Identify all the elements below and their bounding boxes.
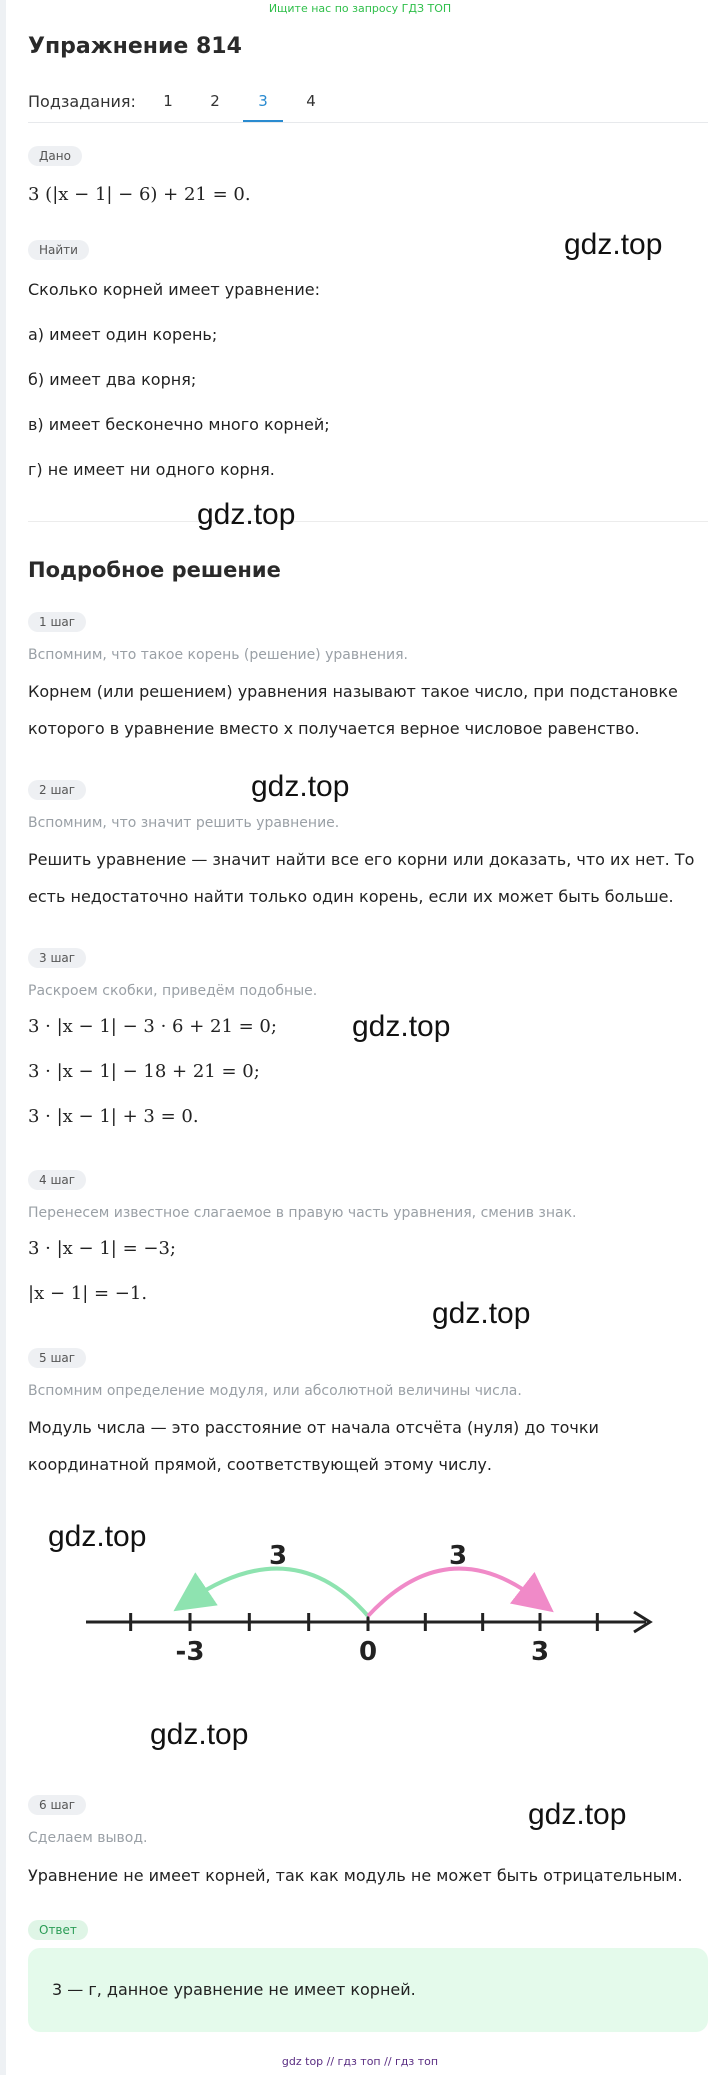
step-4-math-2: |x − 1| = −1. [28,1283,148,1304]
subtask-tab-3[interactable]: 3 [258,92,268,110]
find-badge: Найти [28,240,89,260]
step-2-line-2: есть недостаточно найти только один корень, если их может быть больше. [28,887,674,906]
step-1-line-1: Корнем (или решением) уравнения называют такое число, при подстановке [28,682,678,701]
watermark: gdz.top [432,1297,531,1330]
step-1-badge: 1 шаг [28,612,86,632]
footer-links[interactable]: gdz top // гдз топ // гдз топ [281,2055,439,2068]
watermark: gdz.top [564,228,663,261]
page-title: Упражнение 814 [28,34,242,59]
step-6-hint: Сделаем вывод. [28,1830,148,1846]
right-arc-label: 3 [448,1541,468,1571]
step-6-line-1: Уравнение не имеет корней, так как модуль не может быть отрицательным. [28,1866,683,1885]
step-5-line-1: Модуль числа — это расстояние от начала отсчёта (нуля) до точки [28,1418,599,1437]
left-border [0,0,6,2075]
subtask-tab-4[interactable]: 4 [306,92,316,110]
given-badge: Дано [28,146,82,166]
step-4-badge: 4 шаг [28,1170,86,1190]
right-arc-arrow [368,1569,538,1616]
step-4-hint: Перенесем известное слагаемое в правую часть уравнения, сменив знак. [28,1205,577,1221]
step-5-hint: Вспомним определение модуля, или абсолютной величины числа. [28,1383,522,1399]
subtasks-label: Подзадания: [28,92,136,111]
answer-box [28,1948,708,2032]
section-divider [28,521,708,522]
given-equation: 3 (|x − 1| − 6) + 21 = 0. [28,184,251,205]
step-5-badge: 5 шаг [28,1348,86,1368]
tick-label-3: 3 [530,1637,550,1667]
step-3-hint: Раскроем скобки, приведём подобные. [28,983,318,999]
watermark: gdz.top [352,1010,451,1043]
step-3-math-1: 3 · |x − 1| − 3 · 6 + 21 = 0; [28,1016,277,1037]
watermark: gdz.top [251,770,350,803]
step-6-badge: 6 шаг [28,1795,86,1815]
solution-title: Подробное решение [28,558,281,582]
step-1-line-2: которого в уравнение вместо x получается верное числовое равенство. [28,719,640,738]
top-note: Ищите нас по запросу ГДЗ ТОП [268,2,452,15]
tick-label-minus-3: -3 [175,1637,205,1667]
subtask-tab-2[interactable]: 2 [210,92,220,110]
watermark: gdz.top [150,1718,249,1751]
answer-text: 3 — г, данное уравнение не имеет корней. [52,1980,416,1999]
tick-label-0: 0 [358,1637,378,1667]
step-3-math-2: 3 · |x − 1| − 18 + 21 = 0; [28,1061,260,1082]
active-tab-indicator [243,120,283,122]
left-arc-arrow [190,1569,368,1616]
find-question: Сколько корней имеет уравнение: [28,280,321,299]
watermark: gdz.top [528,1798,627,1831]
subtasks-bar [28,88,708,123]
left-arc-label: 3 [268,1541,288,1571]
subtask-tab-1[interactable]: 1 [163,92,173,110]
step-4-math-1: 3 · |x − 1| = −3; [28,1238,176,1259]
watermark: gdz.top [48,1520,147,1553]
answer-badge: Ответ [28,1920,88,1940]
step-2-badge: 2 шаг [28,780,86,800]
watermark: gdz.top [197,498,296,531]
option-a: а) имеет один корень; [28,325,218,344]
option-d: г) не имеет ни одного корня. [28,460,275,479]
option-b: б) имеет два корня; [28,370,197,389]
step-2-line-1: Решить уравнение — значит найти все его корни или доказать, что их нет. То [28,850,695,869]
step-5-line-2: координатной прямой, соответствующей этому числу. [28,1455,492,1474]
option-c: в) имеет бесконечно много корней; [28,415,330,434]
step-3-math-3: 3 · |x − 1| + 3 = 0. [28,1106,199,1127]
step-3-badge: 3 шаг [28,948,86,968]
step-1-hint: Вспомним, что такое корень (решение) уравнения. [28,647,408,663]
step-2-hint: Вспомним, что значит решить уравнение. [28,815,340,831]
